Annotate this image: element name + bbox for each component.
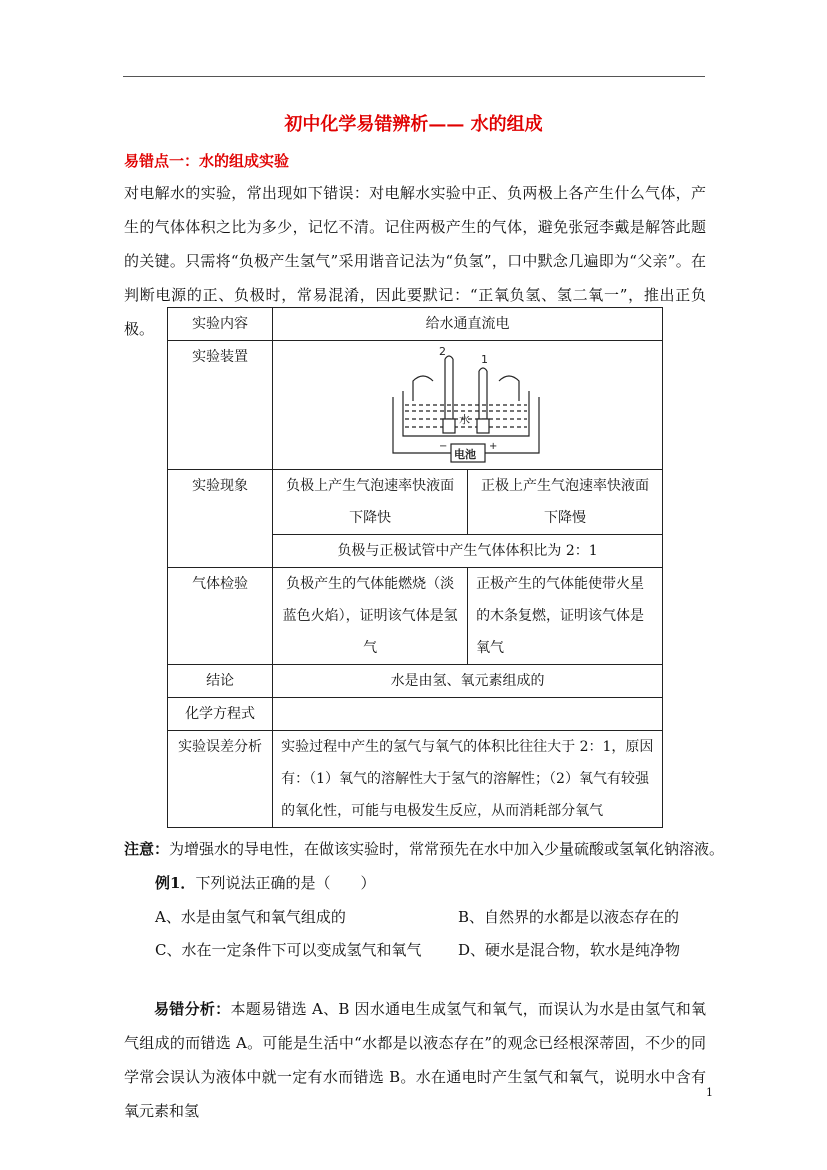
battery-label: 电池 — [454, 448, 477, 461]
section-heading: 易错点一：水的组成实验 — [124, 152, 290, 170]
analysis-text: 本题易错选 A、B 因水通电生成氢气和氧气，而误认为水是由氢气和氧气组成的而错选 A。可能是生活中“水都是以液态存在”的观念已经根深蒂固，不少的同学常会误认为液体中就一定有水而错选 B。水在通电时产生氢气和氧气，说明水中含有氧元素和氢 — [124, 1000, 706, 1120]
table-row — [168, 568, 663, 665]
positive-gas-test: 正极产生的气体能使带火星的木条复燃，证明该气体是氧气 — [468, 568, 663, 665]
table-row — [168, 698, 663, 731]
row-value: 给水通直流电 — [273, 308, 663, 341]
water-label: 水 — [459, 413, 471, 426]
error-analysis-value: 实验过程中产生的氢气与氧气的体积比往往大于 2：1，原因有：（1）氧气的溶解性大于氢气的溶解性；（2）氧气有较强的氧化性，可能与电极发生反应，从而消耗部分氧气 — [273, 731, 663, 828]
tube-2-label: 2 — [439, 345, 447, 358]
note-text: 为增强水的导电性，在做该实验时，常常预先在水中加入少量硫酸或氢氧化钠溶液。 — [169, 840, 725, 858]
option-b: B、自然界的水都是以液态存在的 — [458, 908, 680, 926]
option-d: D、硬水是混合物，软水是纯净物 — [458, 941, 681, 959]
page-title: 初中化学易错辨析—— 水的组成 — [284, 114, 543, 135]
table-row — [168, 341, 663, 470]
row-label: 结论 — [168, 665, 273, 698]
row-label: 化学方程式 — [168, 698, 273, 731]
minus-sign: − — [439, 441, 448, 452]
experiment-table — [167, 307, 663, 828]
row-label: 实验误差分析 — [168, 731, 273, 828]
negative-phenomenon: 负极上产生气泡速率快液面下降快 — [273, 470, 468, 535]
equation-value — [273, 698, 663, 731]
table-row — [168, 308, 663, 341]
note-line — [124, 838, 724, 859]
option-a: A、水是由氢气和氧气组成的 — [155, 908, 346, 926]
header-rule — [123, 76, 705, 77]
negative-gas-test: 负极产生的气体能燃烧（淡蓝色火焰），证明该气体是氢气 — [273, 568, 468, 665]
example-text: 下列说法正确的是（ ） — [195, 874, 376, 892]
example-question — [155, 872, 375, 893]
row-label: 气体检验 — [168, 568, 273, 665]
row-label: 实验现象 — [168, 470, 273, 568]
example-label: 例1． — [155, 874, 196, 892]
plus-sign: + — [489, 441, 498, 452]
table-row — [168, 470, 663, 535]
row-label: 实验内容 — [168, 308, 273, 341]
note-label: 注意： — [124, 840, 170, 858]
row-label: 实验装置 — [168, 341, 273, 470]
positive-phenomenon: 正极上产生气泡速率快液面下降慢 — [468, 470, 663, 535]
table-row — [168, 665, 663, 698]
analysis-paragraph — [124, 992, 706, 1128]
apparatus-cell — [273, 341, 663, 470]
table-row — [168, 731, 663, 828]
analysis-label: 易错分析： — [154, 1000, 231, 1018]
intro-text: 对电解水的实验，常出现如下错误：对电解水实验中正、负两极上各产生什么气体，产生的气体体积之比为多少，记忆不清。记住两极产生的气体，避免张冠李戴是解答此题的关键。只需将“负极产生氢气”采用谐音记法为“负氢”，口中默念几遍即为“父亲”。在判断电源的正、负极时，常易混淆，因此要默记：“正氧负氢、氢二氧一”，推出正负极。 — [124, 184, 706, 338]
conclusion-value: 水是由氢、氧元素组成的 — [273, 665, 663, 698]
option-c: C、水在一定条件下可以变成氢气和氧气 — [155, 941, 422, 959]
electrolysis-apparatus-diagram — [273, 341, 659, 469]
tube-1-label: 1 — [481, 353, 489, 366]
page-number: 1 — [706, 1086, 713, 1099]
volume-ratio: 负极与正极试管中产生气体体积比为 2：1 — [273, 535, 663, 568]
